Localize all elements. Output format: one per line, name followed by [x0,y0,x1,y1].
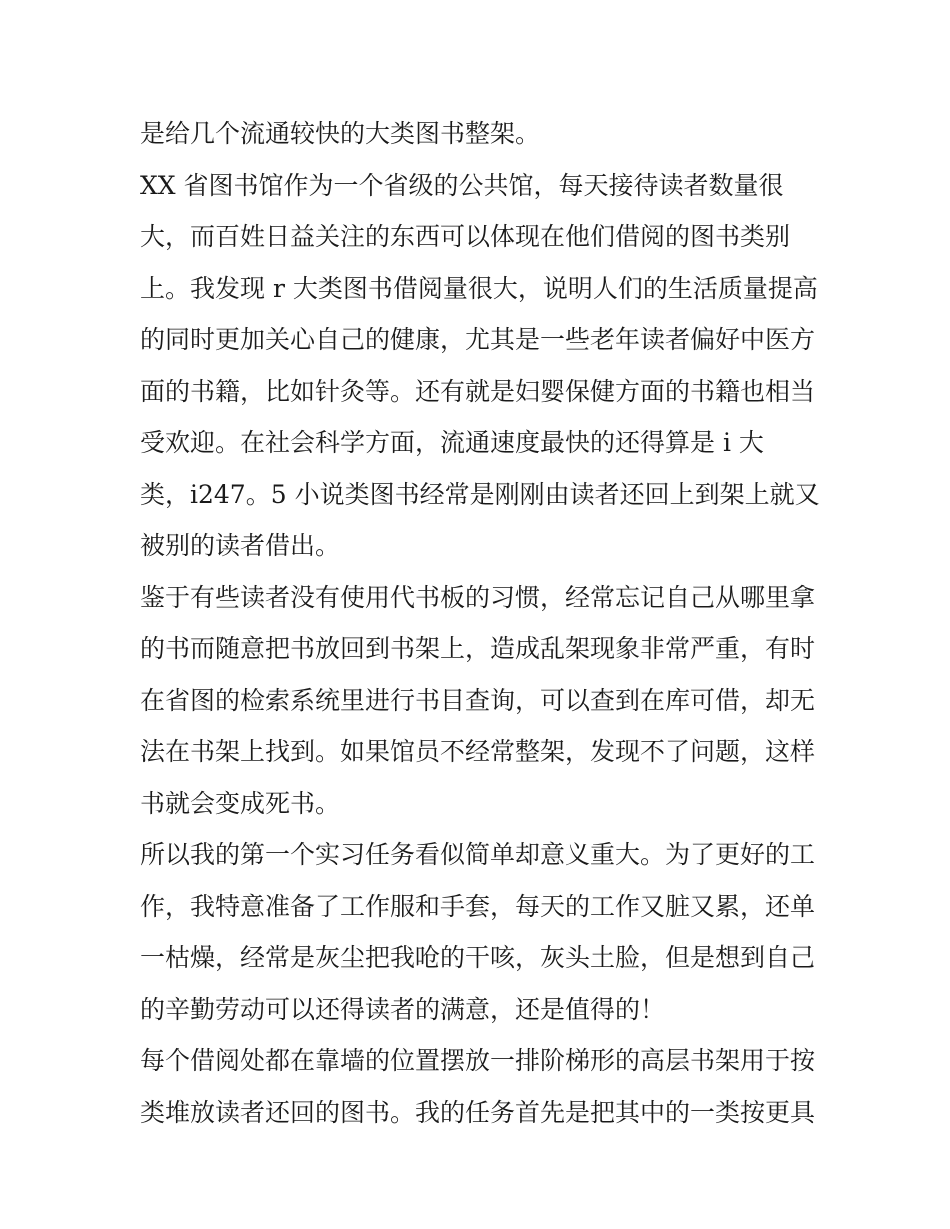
text-line: 法在书架上找到。如果馆员不经常整架，发现不了问题，这样 [140,737,816,766]
text-line: 的同时更加关心自己的健康，尤其是一些老年读者偏好中医方 [140,325,816,354]
text-line: 大，而百姓日益关注的东西可以体现在他们借阅的图书类别 [140,222,791,251]
text-line: 面的书籍，比如针灸等。还有就是妇婴保健方面的书籍也相当 [140,376,816,406]
text-line: 受欢迎。在社会科学方面，流通速度最快的还得算是 i 大 [140,428,764,457]
text-line: 一枯燥，经常是灰尘把我呛的干咳，灰头土脸，但是想到自己 [140,943,816,972]
text-line: 的书而随意把书放回到书架上，造成乱架现象非常严重，有时 [140,634,816,663]
body-text [140,108,820,1138]
text-line: XX 省图书馆作为一个省级的公共馆，每天接待读者数量很 [140,170,784,200]
text-line: 被别的读者借出。 [140,531,341,560]
text-line: 鉴于有些读者没有使用代书板的习惯，经常忘记自己从哪里拿 [140,582,816,612]
text-line: 类，i247。5 小说类图书经常是刚刚由读者还回上到架上就又 [140,479,820,509]
text-line: 类堆放读者还回的图书。我的任务首先是把其中的一类按更具 [140,1097,816,1127]
text-line: 作，我特意准备了工作服和手套，每天的工作又脏又累，还单 [140,891,816,921]
text-line: 是给几个流通较快的大类图书整架。 [140,119,541,148]
text-line: 上。我发现 r 大类图书借阅量很大，说明人们的生活质量提高 [140,273,818,303]
text-line: 的辛勤劳动可以还得读者的满意，还是值得的！ [140,994,666,1024]
text-line: 书就会变成死书。 [140,788,341,818]
text-line: 所以我的第一个实习任务看似简单却意义重大。为了更好的工 [140,840,816,869]
text-line: 每个借阅处都在靠墙的位置摆放一排阶梯形的高层书架用于按 [140,1046,816,1075]
text-line: 在省图的检索系统里进行书目查询，可以查到在库可借，却无 [140,685,816,715]
